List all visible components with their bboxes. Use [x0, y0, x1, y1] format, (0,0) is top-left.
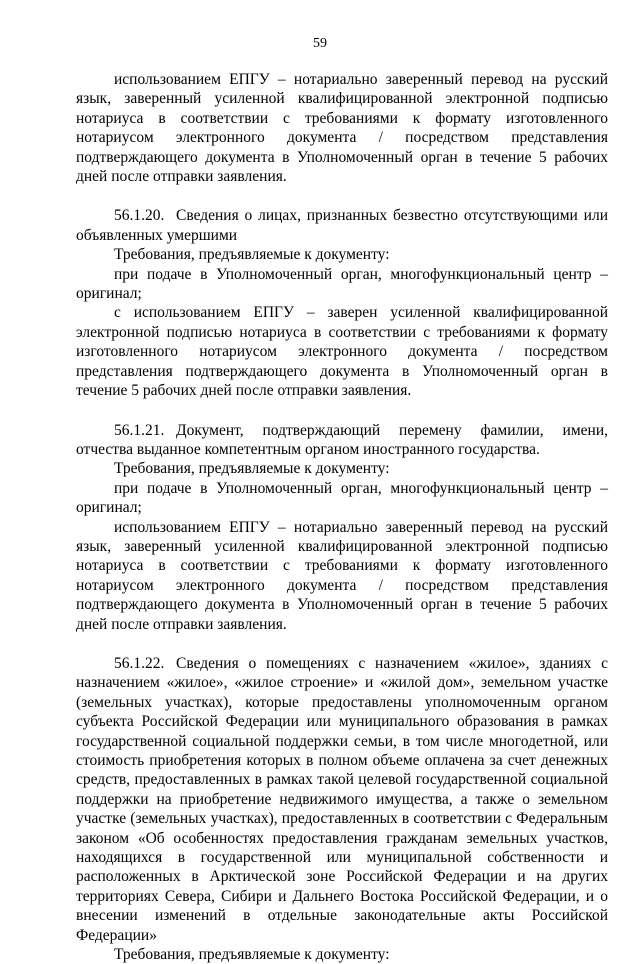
- paragraph-gap: [76, 401, 608, 421]
- item-text: Документ, подтверждающий перемену фамилии, имени, отчества выданное компетентным органом иностранного государства.: [76, 421, 608, 458]
- numbered-item: [76, 206, 608, 245]
- item-text: Сведения о лицах, признанных безвестно отсутствующими или объявленных умершими: [76, 207, 608, 244]
- numbered-item: [76, 654, 608, 945]
- paragraph-gap: [76, 186, 608, 206]
- paragraph: использованием ЕПГУ – нотариально заверенный перевод на русский язык, заверенный усиленной квалифицированной электронной подписью нотариуса в соответствии с требованиями к формату изготовленного нотариусом электронного документа / посредством представления подтверждающего документа в Уполномоченный орган в течение 5 рабочих дней после отправки заявления.: [76, 71, 608, 186]
- paragraph: Требования, предъявляемые к документу:: [114, 460, 390, 478]
- numbered-item: [76, 421, 608, 460]
- paragraph: при подаче в Уполномоченный орган, многофункциональный центр – оригинал;: [76, 479, 608, 517]
- item-number: 56.1.22.: [114, 654, 165, 672]
- paragraph: при подаче в Уполномоченный орган, многофункциональный центр – оригинал;: [76, 265, 608, 303]
- item-number: 56.1.20.: [114, 207, 165, 225]
- paragraph: использованием ЕПГУ – нотариально заверенный перевод на русский язык, заверенный усиленной квалифицированной электронной подписью нотариуса в соответствии с требованиями к формату изготовленного нотариусом электронного документа / посредством представления подтверждающего документа в Уполномоченный орган в течение 5 рабочих дней после отправки заявления.: [76, 518, 608, 633]
- paragraph: Требования, предъявляемые к документу:: [114, 246, 390, 264]
- item-number: 56.1.21.: [114, 421, 165, 439]
- page-number: 59: [313, 36, 327, 51]
- document-body: [76, 70, 608, 964]
- paragraph: Требования, предъявляемые к документу:: [114, 946, 390, 964]
- paragraph: с использованием ЕПГУ – заверен усиленной квалифицированной электронной подписью нотариуса в соответствии с требованиями к формату изготовленного нотариусом электронного документа / посредством представления подтверждающего документа в Уполномоченный орган в течение 5 рабочих дней после отправки заявления.: [76, 304, 608, 400]
- item-text: Сведения о помещениях с назначением «жилое», зданиях с назначением «жилое», «жилое строение» и «жилой дом», земельном участке (земельных участках), которые предоставлены уполномоченным органом субъекта Российской Федерации или муниципального образования в рамках государственной социальной поддержки семьи, в том числе многодетной, или стоимость приобретения которых в полном объеме оплачена за счет денежных средств, предоставленных в рамках такой целевой государственной социальной поддержки на приобретение недвижимого имущества, а также о земельном участке (земельных участках), предоставленных в соответствии с Федеральным законом «Об особенностях предоставления гражданам земельных участков, находящихся в государственной или муниципальной собственности и расположенных в Арктической зоне Российской Федерации и на других территориях Севера, Сибири и Дальнего Востока Российской Федерации, и о внесении изменений в отдельные законодательные акты Российской Федерации»: [76, 654, 608, 944]
- paragraph-gap: [76, 634, 608, 654]
